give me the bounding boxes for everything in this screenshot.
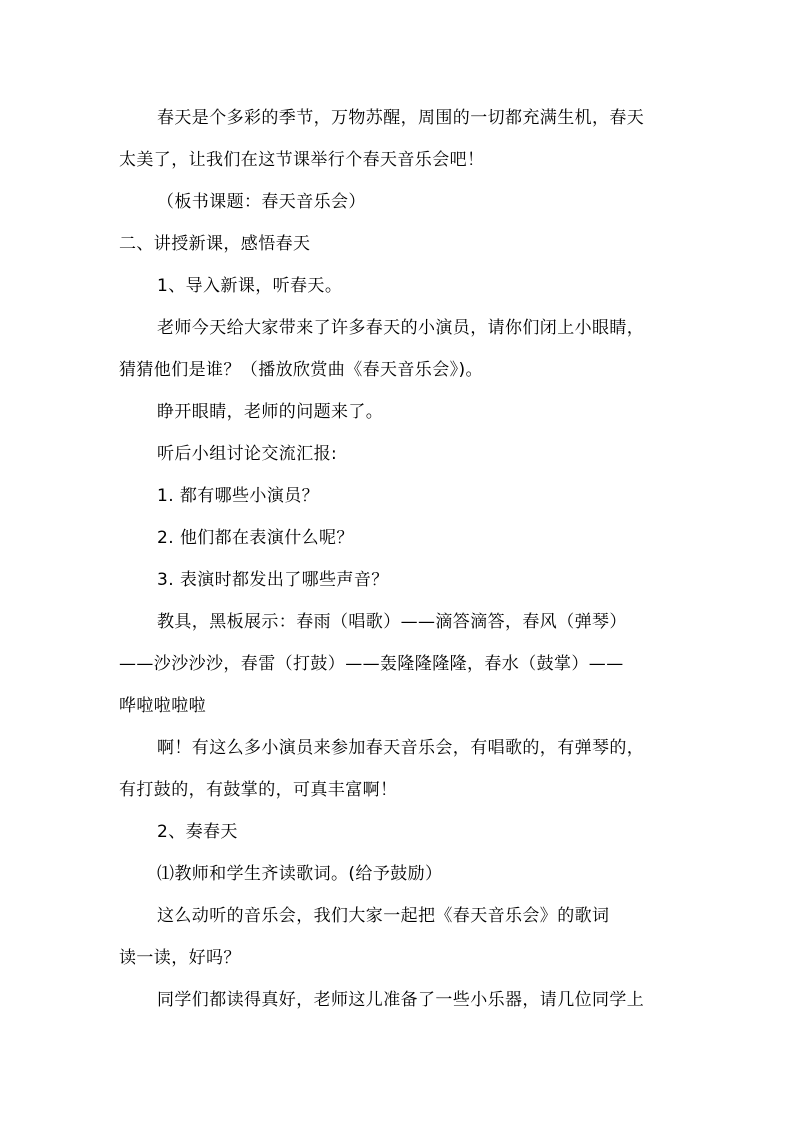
subsection-heading: 1、导入新课，听春天。 bbox=[157, 276, 343, 296]
paragraph-line: 教具，黑板展示：春雨（唱歌）——滴答滴答，春风（弹琴） bbox=[157, 612, 627, 632]
paragraph-line: 同学们都读得真好，老师这儿准备了一些小乐器，请几位同学上 bbox=[157, 990, 645, 1010]
paragraph-line: ——沙沙沙沙，春雷（打鼓）——轰隆隆隆隆，春水（鼓掌）—— bbox=[119, 654, 624, 674]
paragraph-line: 老师今天给大家带来了许多春天的小演员，请你们闭上小眼睛， bbox=[157, 318, 645, 338]
paragraph-line: 春天是个多彩的季节，万物苏醒，周围的一切都充满生机，春天 bbox=[157, 108, 645, 128]
paragraph-line: 这么动听的音乐会，我们大家一起把《春天音乐会》的歌词 bbox=[157, 906, 610, 926]
subsection-heading: 2、奏春天 bbox=[157, 822, 238, 842]
board-title-line: （板书课题：春天音乐会） bbox=[157, 192, 366, 212]
paragraph-line: 睁开眼睛，老师的问题来了。 bbox=[157, 402, 384, 422]
list-item: 3. 表演时都发出了哪些声音？ bbox=[157, 570, 389, 590]
paragraph-line: ⑴教师和学生齐读歌词。(给予鼓励） bbox=[157, 864, 443, 884]
list-item: 2. 他们都在表演什么呢？ bbox=[157, 528, 354, 548]
paragraph-line: 听后小组讨论交流汇报: bbox=[157, 444, 338, 464]
paragraph-line: 猜猜他们是谁？（播放欣赏曲《春天音乐会》)。 bbox=[119, 360, 483, 380]
paragraph-line: 太美了，让我们在这节课举行个春天音乐会吧！ bbox=[119, 150, 485, 170]
paragraph-line: 读一读，好吗？ bbox=[119, 948, 241, 968]
paragraph-line: 哗啦啦啦啦 bbox=[119, 696, 206, 716]
list-item: 1. 都有哪些小演员？ bbox=[157, 486, 320, 506]
paragraph-line: 有打鼓的，有鼓掌的，可真丰富啊！ bbox=[119, 780, 398, 800]
section-heading: 二、讲授新课，感悟春天 bbox=[119, 234, 311, 254]
paragraph-line: 啊！有这么多小演员来参加春天音乐会，有唱歌的，有弹琴的， bbox=[157, 738, 645, 758]
